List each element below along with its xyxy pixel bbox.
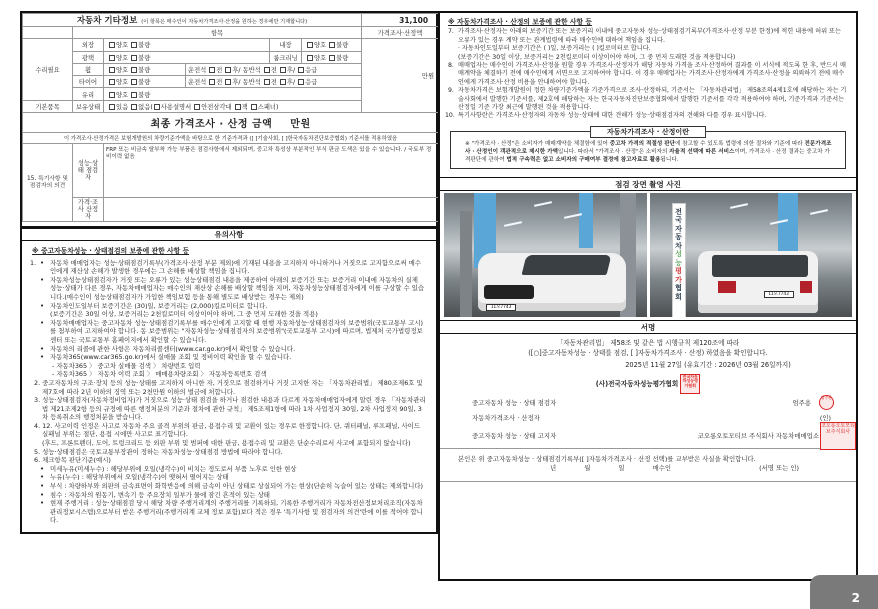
tire-emergency-checkbox[interactable]	[298, 79, 304, 85]
inspector-opinion-text: FRP 또는 비금속 탈부착 가능 부품은 점검사항에서 제외되며, 중고차 특성상 부분적인 부식 판금 도색은 있을 수 있습니다. / 국토부 정비이력 없음	[104, 144, 439, 198]
price-basis-note: 이 가격조사·산정가격은 보험개발원의 차량기준가액을 바탕으로 한 기준가격과 ([ ]기술사회, [ ]한국자동차진단보증협회) 기준서를 적용하였음	[23, 133, 439, 144]
criteria-minor-leak: • 미세누유(미세누수) : 해당부위에 오일(냉각수)이 비치는 정도로서 부품 노후로 인한 현상	[32, 465, 426, 474]
notes-content	[22, 241, 436, 525]
front-license-plate: 11모7743	[486, 304, 516, 311]
glass-bad-checkbox[interactable]	[131, 92, 137, 98]
law-basis-line: 「자동차관리법」 제58조 및 같은 법 시행규칙 제120조에 따라	[556, 338, 740, 347]
receipt-line: 본인은 위 중고자동차성능 · 상태점검기록부([ ]자동차가격조사 · 산정 선택)를 교부받은 사실을 확인합니다.	[458, 454, 756, 463]
appraiser-role-label: 자동차가격조사 · 산정자	[472, 414, 540, 423]
notifier-name: 코오롱오토모티브 주식회사 자동차매매업소	[697, 432, 819, 441]
tire-driver-rear-checkbox[interactable]	[225, 79, 231, 85]
note-1-bullet-2: • 자동차성능상태점검자가 거짓 또는 오류가 있는 성능상태점검 내용을 제공하여 아래의 보증기간 또는 보증거리 이내에 자동차의 실제 성능·상태가 다른 경우, 자동차매매업자는 매수인의 재산상 손해를 배상할 책임을 지며, 자동차성능상태점검자에게 이를 구상할 수 있습니다.(매수인이 성능상태점검자가 가입한 책임보험 등을 통해 별도로 배상받는 경우는 제외)	[32, 276, 426, 302]
wheel-driver-front-checkbox[interactable]	[209, 67, 215, 73]
criteria-leak: • 누유(누수) : 해당부위에서 오일(냉각수)이 맺혀서 떨어지는 상태	[32, 473, 426, 482]
price-note-7-condition: (보증기간은 30일 이상, 보증거리는 2천킬로미터 이상이어야 하며, 그 중 먼저 도래한 것을 적용합니다)	[458, 53, 736, 61]
price-note-7-period: · 자동차인도일부터 보증기간은 ( )일, 보증거리는 ( )킬로미터로 합니다.	[458, 45, 651, 53]
wheel-good-checkbox[interactable]	[109, 67, 115, 73]
other-info-panel	[20, 11, 438, 228]
notifier-row	[440, 424, 856, 448]
polish-good-checkbox[interactable]	[109, 55, 115, 61]
total-value: 31,100	[362, 14, 439, 27]
row-label-glass: 유리	[73, 88, 104, 100]
interior-bad-checkbox[interactable]	[329, 42, 335, 48]
repair-needed-label: 수리필요	[23, 39, 73, 100]
row-label-wheel: 휠	[73, 63, 104, 75]
criteria-mileage: • 현재 주행거리 : 성능·상태점검 당시 해당 차량 주행거리계의 주행거리를 기록하되, 기록한 주행거리가 자동차전산정보처리조직(자동차관리정보시스템)으로부터 받은 주행거리(주행거리계 교체 정보 포함)보다 적은 경우 '특기사항 및 점검자의 의견'란에 이를 적어야 합니다.	[32, 499, 426, 525]
inspector-name: 엄주용	[792, 399, 811, 408]
receipt-year: 년	[550, 463, 557, 472]
receipt-day: 일	[618, 463, 625, 472]
header-price: 가격조사·산정액	[362, 27, 439, 39]
header-item: 항목	[73, 27, 362, 39]
association-line	[440, 374, 856, 394]
price-note-10: 10. 특기사항란은 가격조사·산정자의 자동차 성능·상태에 대한 견해가 성능·상태점검자의 견해와 다를 경우 표시합니다.	[445, 112, 767, 120]
price-note-8: 8. 매매업자는 매수인이 가격조사·산정을 원할 경우 가격조사·산정자가 해당 자동차 가격을 조사·산정하여 결과를 이 서식에 적도록 한 후, 반드시 매매계약을 체결하기 전에 매수인에게 서면으로 고지하여야 합니다. 이 경우 매매업자는 가격조사·산정자에게 가격조사·산정을 의뢰하기 전에 매수인에게 가격조사·산정 비용을 안내하여야 합니다.	[448, 62, 846, 86]
association-name: (사)전국자동차성능평가협회	[595, 379, 679, 388]
price-note-9: 9. 자동차가격은 보험개발원이 정한 차량기준가액을 기준가격으로 조사·산정하되, 기준서는 「자동차관리법」 제58조의4제1호에 해당하는 자는 기술사회에서 발행한 기준서를, 제2호에 해당하는 자는 한국자동차진단보증협회에서 발행한 기준서를 각각 적용하여야 하며, 기준가격과 기준서는 산정일 기준 가장 최근에 발행된 것을 적용합니다.	[448, 87, 847, 112]
row-label-tire: 타이어	[73, 76, 104, 88]
polish-bad-checkbox[interactable]	[131, 55, 137, 61]
note-1-bullet-6: • 자동차365(www.car365.go.kr)에서 실매물 조회 및 정비이력 확인을 할 수 있습니다.	[32, 353, 426, 362]
appraiser-seal-placeholder: (인)	[819, 414, 831, 423]
rear-license-plate: 11모7743	[764, 291, 794, 298]
other-info-title: 자동차 기타정보 (이 항목은 매수인이 자동차가격조사·산정을 원하는 경우에만 기재합니다)	[23, 14, 362, 27]
receipt-month: 월	[584, 463, 591, 472]
basic-items-label: 기본품목	[23, 100, 73, 112]
notes-heading: ※ 중고자동차성능 · 상태점검의 보증에 관한 사항 등	[32, 247, 190, 255]
right-panel	[438, 11, 858, 581]
manual-checkbox[interactable]	[154, 104, 160, 110]
price-note-7: 7. 가격조사·산정자는 아래의 보증기간 또는 보증거리 이내에 중고자동차 성능·상태점검기록부(가격조사·산정 부분 한정)에 적힌 내용에 허위 또는 오류가 있는 경우 계약 또는 관계법령에 따라 매수인에 대하여 책임을 집니다.	[448, 28, 841, 44]
holding-status-label: 보유상태	[73, 100, 104, 112]
note-4-exclusion: (후드, 프론트펜더, 도어, 트렁크리드 등 외판 부위 및 범퍼에 대한 판금, 용접수리 및 교환은 단순수리로서 사고에 포함되지 않습니다)	[42, 439, 411, 448]
triangle-checkbox[interactable]	[194, 104, 200, 110]
row-label-room-cleaning: 룸크리닝	[270, 51, 302, 63]
appraiser-opinion-label: 가격·조사 산정자	[73, 198, 104, 222]
holding-yes-checkbox[interactable]	[109, 104, 115, 110]
holding-no-checkbox[interactable]	[131, 104, 137, 110]
jack-checkbox[interactable]	[235, 104, 241, 110]
note-1-warranty-note: (보증기간은 30일 이상, 보증거리는 2천킬로미터 이상이어야 하며, 그 중 먼저 도래한 것을 적용)	[50, 310, 318, 319]
inspector-seal-icon: 엄주용	[819, 395, 834, 410]
exterior-good-checkbox[interactable]	[109, 42, 115, 48]
tire-good-checkbox[interactable]	[109, 79, 115, 85]
opinion-label: 15. 특기사항 및 점검자의 의견	[23, 144, 73, 222]
price-warranty-section	[440, 13, 856, 121]
row-label-interior: 내장	[270, 39, 302, 51]
wheel-position-options: 운전석 전 후/ 동반석 전 후/ 응급	[186, 63, 362, 75]
criteria-flood: • 침수 : 자동차의 원동기, 변속기 등 주요장치 일부가 물에 잠긴 흔적이 있는 상태	[32, 491, 426, 500]
notes-section-title: 유의사항	[22, 228, 436, 241]
association-seal-icon: 전국자동차성능평가협회	[680, 374, 700, 394]
wheel-bad-checkbox[interactable]	[131, 67, 137, 73]
room-cleaning-good-checkbox[interactable]	[307, 55, 313, 61]
row-label-exterior: 외장	[73, 39, 104, 51]
price-warranty-heading: ※ 자동차가격조사 · 산정의 보증에 관한 사항 등	[448, 18, 592, 26]
photos-title: 점검 장면 촬영 사진	[440, 177, 856, 191]
tire-driver-front-checkbox[interactable]	[209, 79, 215, 85]
room-cleaning-bad-checkbox[interactable]	[329, 55, 335, 61]
note-1-bullet-4: • 자동차매매업자는 중고자동차 성능·상태점검기록부를 매수인에게 고지할 때 현행 자동차성능·상태점검자의 보증범위(국토교통부 고시)를 첨부하여 고지하여야 합니다. 동 보증범위는 "자동차성능·상태점검자의 보증범위"(국토교통부 고시)에 따르며, 법제처 국가법령정보센터 또는 국토교통부 홈페이지에서 확인할 수 있습니다.	[32, 319, 426, 345]
signature-section	[440, 338, 856, 482]
exterior-bad-checkbox[interactable]	[131, 42, 137, 48]
note-6: 6. 체크항목 판단기준(예시)	[34, 456, 111, 465]
wheel-emergency-checkbox[interactable]	[298, 67, 304, 73]
definition-box: 자동차가격조사 · 산정이란 ※ "가격조사 · 산정"은 소비자가 매매계약을 체결함에 있어 중고차 가격의 적절성 판단에 참고할 수 있도록 법령에 의한 절차와 기준에 따라 전문가격조사 · 산정인이 객관적으로 제시한 가액입니다. 따라서 "가격조사 · 산정"은 소비자의 자율적 선택에 따른 서비스이며, 가격조사 · 산정 결과는 중고차 가격판단에 관하여 법적 구속력은 없고 소비자의 구매여부 결정에 참고자료로 활용됩니다.	[450, 131, 846, 169]
inspector-row	[440, 394, 856, 412]
wheel-driver-rear-checkbox[interactable]	[225, 67, 231, 73]
appraiser-opinion-text	[104, 198, 439, 222]
spanner-checkbox[interactable]	[251, 104, 257, 110]
note-3: 3. 성능·상태점검자(자동차정비업자)가 거짓으로 성능·상태 점검을 하거나 점검한 내용과 다르게 자동차매매업자에게 알린 경우 「자동차관리법 제21조제2항 등의 규정에 따른 행정처분의 기준과 절차에 관한 규칙」 제5조제1항에 따라 1차 사업정지 30일, 2차 사업정지 90일, 3차 등록취소의 행정처분을 받습니다.	[34, 396, 426, 422]
notifier-role-label: 중고자동차 성능 · 상태 고지자	[472, 432, 557, 441]
front-car-photo	[444, 193, 647, 317]
definition-title: 자동차가격조사 · 산정이란	[590, 126, 706, 138]
signature-title: 서명	[440, 320, 856, 334]
notes-panel	[20, 228, 438, 534]
note-2: 2. 중고자동차의 구조·장치 등의 성능·상태를 고지하지 아니한 자, 거짓으로 점검하거나 거짓 고지한 자는 「자동차관리법」 제80조제6호 및 제7호에 따라 2년 이하의 징역 또는 2천만원 이하의 벌금에 처합니다.	[34, 378, 423, 396]
final-price: 최종 가격조사 · 산정 금액 만원	[23, 113, 439, 133]
receipt-confirmation	[440, 448, 856, 482]
note-4: 4. 12. 사고이력 인정은 사고로 자동차 주요 골격 부위의 판금, 용접수리 및 교환이 있는 경우로 한정합니다. 단, 쿼터패널, 루프패널, 사이드실패널 부위는 절단, 용접 시에만 사고로 표기합니다.	[34, 421, 421, 439]
other-info-table: 자동차 기타정보 (이 항목은 매수인이 자동차가격조사·산정을 원하는 경우에만 기재합니다) 31,100 항목 가격조사·산정액 수리필요 외장 양호 불량 내장 양호 불량 만원 광택 양호 불량 룸크리닝 양호 불량 휠 양호 불량 운전석 전 후/ 동반석 전 후/ 응급 타이어 양호 불량 운전석 전 후/ 동반석 전 후/ 응급 유리 양호 불량 기본품목 보유상태 있음 없음( 사용설명서 안전삼각대 잭 스패너) 최종 가격조사 · 산정 금액 만원 이 가격조사·산정가격은 보험개발원의 차량기준가액을 바탕으로 한 기준가격과 ([ ]기술사회, [ ]한국자동차진단보증협회) 기준서를 적용하였음 15. 특기사항 및 점검자의 의견 성능·상태 점검자 FRP 또는 비금속 탈부착 가능 부품은 점검사항에서 제외되며, 중고차 특성상 부분적인 부식 판금 도색은 있을 수 있습니다. / 국토부 정비이력 없음 가격·조사 산정자	[22, 13, 439, 222]
wheel-passenger-rear-checkbox[interactable]	[280, 67, 286, 73]
inspector-opinion-label: 성능·상태 점검자	[73, 144, 104, 198]
note-5: 5. 성능·상태점검은 국토교통부장관이 정하는 자동차성능·상태점검 방법에 따라야 합니다.	[34, 447, 283, 456]
inspector-role-label: 중고자동차 성능 · 상태 점검자	[472, 399, 557, 408]
holding-options: 있음 없음( 사용설명서 안전삼각대 잭 스패너)	[104, 100, 362, 112]
confirmation-line: ([○]중고자동차성능 · 상태를 점검, [ ]자동차가격조사 · 산정) 하였음을 확인합니다.	[528, 348, 768, 357]
tire-passenger-rear-checkbox[interactable]	[280, 79, 286, 85]
car365-step-2: - 자동차365 〉 자동차 이력 조회 〉 매매용차량조회 〉 자동차등록번호 검색	[52, 370, 267, 379]
rear-car-photo	[650, 193, 853, 317]
receipt-date-row	[440, 464, 856, 473]
tire-position-options: 운전석 전 후/ 동반석 전 후/ 응급	[186, 76, 362, 88]
glass-good-checkbox[interactable]	[109, 92, 115, 98]
note-1-bullet-3: • 자동차인도일부터 보증기간은 (30)일, 보증거리는 (2,000)킬로미터로 합니다.	[32, 302, 426, 311]
row-label-polish: 광택	[73, 51, 104, 63]
tire-passenger-front-checkbox[interactable]	[264, 79, 270, 85]
page-number-tab: 2	[810, 575, 878, 609]
interior-good-checkbox[interactable]	[307, 42, 313, 48]
buyer-label: 매수인	[652, 463, 672, 472]
association-banner: 전 국 자 동 차 성 능 평 가 협 회	[672, 203, 686, 317]
inspection-date: 2025년 11월 27일 (유효기간 : 2026년 03월 26일까지)	[625, 360, 791, 369]
buyer-signature-field[interactable]: (서명 또는 인)	[759, 463, 800, 472]
tire-bad-checkbox[interactable]	[131, 79, 137, 85]
notifier-seal-icon: 코오롱오토모티브주식회사	[820, 422, 856, 450]
criteria-corrosion: • 부식 : 차량하부와 외판의 금속표면이 화학반응에 의해 금속이 아닌 상태로 상실되어 가는 현상(단순히 녹슬어 있는 상태는 제외합니다)	[32, 482, 426, 491]
note-1-bullet-5: • 자동차의 리콜에 관한 사항은 자동차리콜센터(www.car.go.kr)에서 확인할 수 있습니다.	[32, 345, 426, 354]
note-1-bullet-1: • 1. 자동차 매매업자는 성능·상태점검기록부(가격조사·산정 부분 제외)에 기재된 내용을 고지하지 아니하거나 거짓으로 고지함으로써 매수인에게 재산상 손해가 발생한 경우에는 그 손해를 배상할 책임을 집니다.	[32, 259, 426, 276]
car365-step-1: - 자동차365 〉 중고차 실매물 검색 〉 차량번호 입력	[52, 361, 201, 370]
wheel-passenger-front-checkbox[interactable]	[264, 67, 270, 73]
price-unit: 만원	[362, 39, 439, 113]
inspection-photos	[440, 191, 856, 319]
